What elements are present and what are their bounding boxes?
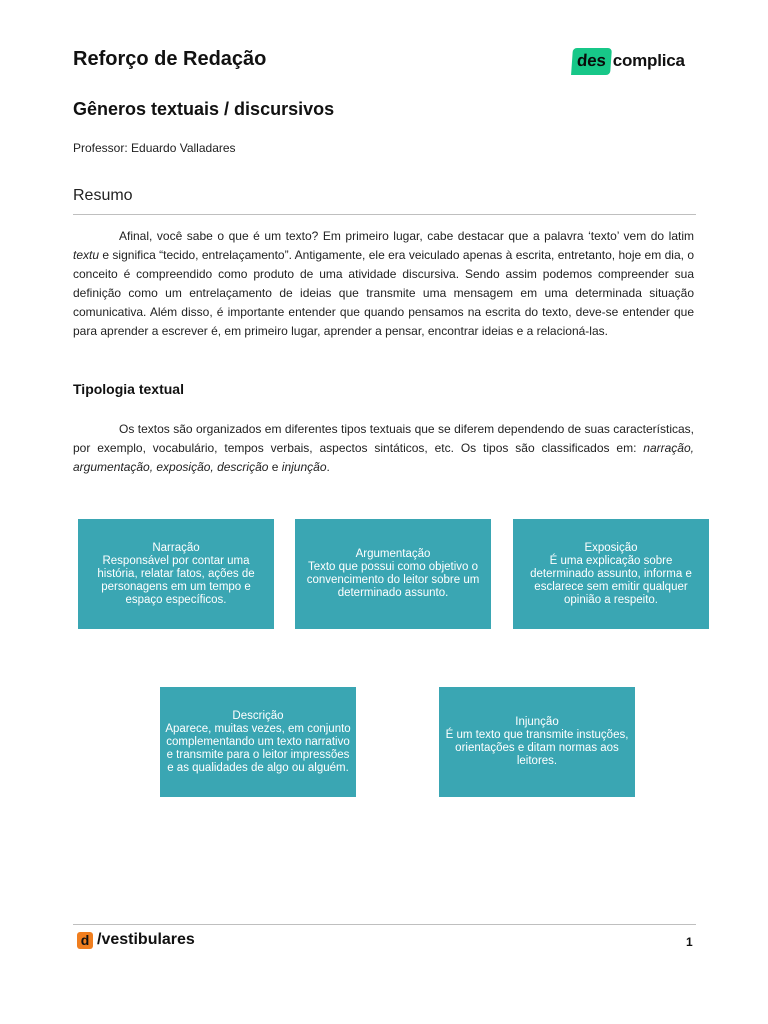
page-subtitle: Gêneros textuais / discursivos [73,99,335,119]
box-argumentacao-text: Texto que possui como objetivo o convencimento do leitor sobre um determinado assunto. [306,561,480,599]
resumo-paragraph [73,227,694,341]
box-exposicao [513,519,709,629]
box-descricao-title: Descrição [232,709,284,722]
box-descricao [160,687,356,797]
box-descricao-text: Aparece, muitas vezes, em conjunto complementando um texto narrativo e transmite para o leitor impressões e as qualidades de algo ou alguém. [165,722,351,774]
section-title-resumo: Resumo [73,187,133,204]
tipologia-period: . [326,460,330,474]
page-number: 1 [686,935,693,949]
logo-text: complica [612,51,685,70]
section-title-tipologia: Tipologia textual [73,381,184,397]
section-divider [73,214,696,215]
tipologia-conjunction: e [268,460,282,474]
box-narracao [78,519,274,629]
resumo-text-part2: e significa “tecido, entrelaçamento”. Antigamente, ele era veiculado apenas à escrita, entretanto, hoje em dia, o conceito é compreendido como produto de uma atividade discursiva. Sendo assim podemos compreender sua definição como um entrelaçamento de ideias que transmite uma mensagem em uma determinada situação comunicativa. Além disso, é importante entender que quando pensamos na escrita do texto, deve-se entender que para aprender a escrever é, em primeiro lugar, aprender a pensar, encontrar ideias e a relacioná-las. [73,248,694,338]
tipologia-text: Os textos são organizados em diferentes tipos textuais que se diferem dependendo de suas características, por exemplo, vocabulário, tempos verbais, aspectos sintáticos, etc. Os tipos são classificados em: [73,422,694,455]
tipologia-paragraph [73,420,694,477]
descomplica-logo [572,46,685,76]
box-argumentacao [295,519,491,629]
box-narracao-text: Responsável por contar uma história, relatar fatos, ações de personagens em um tempo e espaço específicos. [97,554,255,606]
box-injuncao [439,687,635,797]
tipologia-type-injuncao: injunção [281,460,327,474]
footer-divider [73,924,696,925]
resumo-text-part1: Afinal, você sabe o que é um texto? Em primeiro lugar, cabe destacar que a palavra ‘texto’ vem do latim [119,229,694,243]
box-injuncao-text: É um texto que transmite instuções, orientações e ditam normas aos leitores. [445,729,629,767]
logo-highlight: des [571,48,612,75]
box-argumentacao-title: Argumentação [355,548,431,560]
footer-logo-badge: d [77,932,93,949]
professor-name: Professor: Eduardo Valladares [73,141,236,155]
box-narracao-title: Narração [152,541,200,554]
box-injuncao-title: Injunção [515,716,559,728]
resumo-latin-word: textu [73,248,100,262]
box-exposicao-title: Exposição [584,541,638,554]
tipologia-types-list: narração, argumentação, exposição, descrição [73,441,694,474]
footer-logo-text: /vestibulares [97,931,195,948]
box-exposicao-text: É uma explicação sobre determinado assunto, informa e esclarece sem emitir qualquer opinião a respeito. [530,554,692,606]
vestibulares-logo [77,931,195,949]
document-title: Reforço de Redação [73,48,267,70]
